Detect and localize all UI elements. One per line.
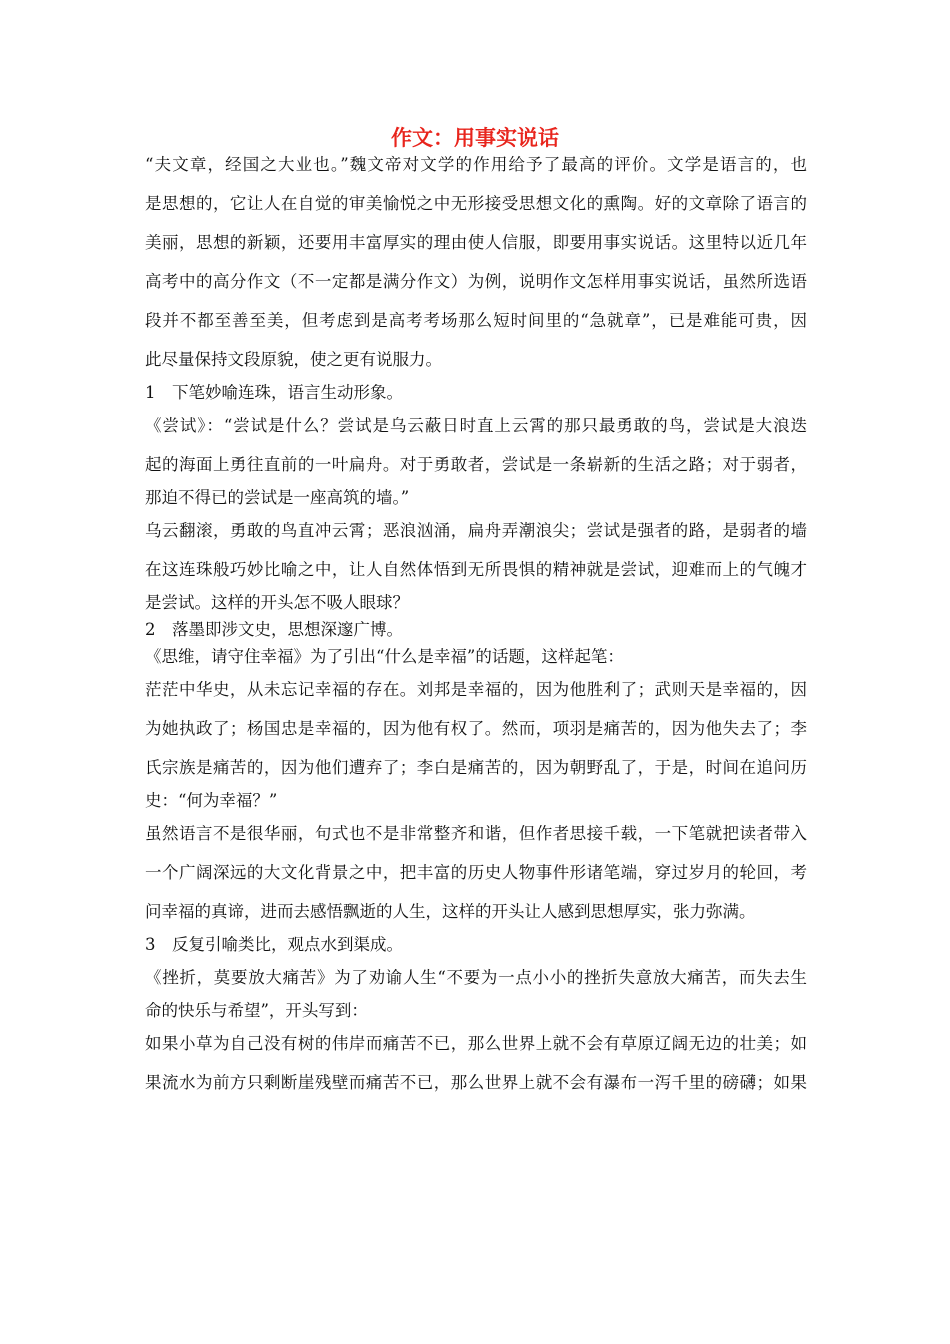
text-line: 在这连珠般巧妙比喻之中，让人自然体悟到无所畏惧的精神就是尝试，迎难而上的气魄才 <box>145 560 807 579</box>
text-line: 高考中的高分作文（不一定都是满分作文）为例，说明作文怎样用事实说话，虽然所选语 <box>145 272 807 291</box>
text-line: 此尽量保持文段原貌，使之更有说服力。 <box>145 350 442 369</box>
text-line: 2 落墨即涉文史，思想深邃广博。 <box>145 620 403 639</box>
text-line: 起的海面上勇往直前的一叶扁舟。对于勇敢者，尝试是一条崭新的生活之路；对于弱者， <box>145 455 807 474</box>
text-line: 史：“何为幸福？” <box>145 791 278 810</box>
text-line: 《挫折，莫要放大痛苦》为了劝谕人生“不要为一点小小的挫折失意放大痛苦，而失去生 <box>145 968 807 987</box>
text-line: 茫茫中华史，从未忘记幸福的存在。刘邦是幸福的，因为他胜利了；武则天是幸福的，因 <box>145 680 807 699</box>
text-line: 是思想的，它让人在自觉的审美愉悦之中无形接受思想文化的熏陶。好的文章除了语言的 <box>145 194 807 213</box>
text-line: 如果小草为自己没有树的伟岸而痛苦不已，那么世界上就不会有草原辽阔无边的壮美；如 <box>145 1034 807 1053</box>
text-line: 段并不都至善至美，但考虑到是高考考场那么短时间里的“急就章”，已是难能可贵，因 <box>145 311 807 330</box>
text-line: 乌云翻滚，勇敢的鸟直冲云霄；恶浪汹涌，扁舟弄潮浪尖；尝试是强者的路，是弱者的墙 <box>145 521 807 540</box>
text-line: 是尝试。这样的开头怎不吸人眼球？ <box>145 593 409 612</box>
text-line: 《尝试》：“尝试是什么？尝试是乌云蔽日时直上云霄的那只最勇敢的鸟，尝试是大浪迭 <box>145 416 807 435</box>
document-title: 作文：用事实说话 <box>391 126 559 150</box>
text-line: 虽然语言不是很华丽，句式也不是非常整齐和谐，但作者思接千载，一下笔就把读者带入 <box>145 824 807 843</box>
text-line: 氏宗族是痛苦的，因为他们遭弃了；李白是痛苦的，因为朝野乱了，于是，时间在追问历 <box>145 758 807 777</box>
text-line: 问幸福的真谛，进而去感悟飘逝的人生，这样的开头让人感到思想厚实，张力弥满。 <box>145 902 756 921</box>
text-line: 为她执政了；杨国忠是幸福的，因为他有权了。然而，项羽是痛苦的，因为他失去了；李 <box>145 719 807 738</box>
text-line: 一个广阔深远的大文化背景之中，把丰富的历史人物事件形诸笔端，穿过岁月的轮回，考 <box>145 863 807 882</box>
text-line: 那迫不得已的尝试是一座高筑的墙。” <box>145 488 410 507</box>
text-line: “夫文章，经国之大业也。”魏文帝对文学的作用给予了最高的评价。文学是语言的，也 <box>145 155 807 174</box>
text-line: 3 反复引喻类比，观点水到渠成。 <box>145 935 403 954</box>
text-line: 1 下笔妙喻连珠，语言生动形象。 <box>145 383 403 402</box>
document-body <box>145 145 807 1102</box>
text-line: 《思维，请守住幸福》为了引出“什么是幸福”的话题，这样起笔： <box>145 647 624 666</box>
text-line: 美丽，思想的新颖，还要用丰富厚实的理由使人信服，即要用事实说话。这里特以近几年 <box>145 233 807 252</box>
text-line: 命的快乐与希望”，开头写到： <box>145 1001 368 1020</box>
text-line: 果流水为前方只剩断崖残壁而痛苦不已，那么世界上就不会有瀑布一泻千里的磅礴；如果 <box>145 1073 807 1092</box>
